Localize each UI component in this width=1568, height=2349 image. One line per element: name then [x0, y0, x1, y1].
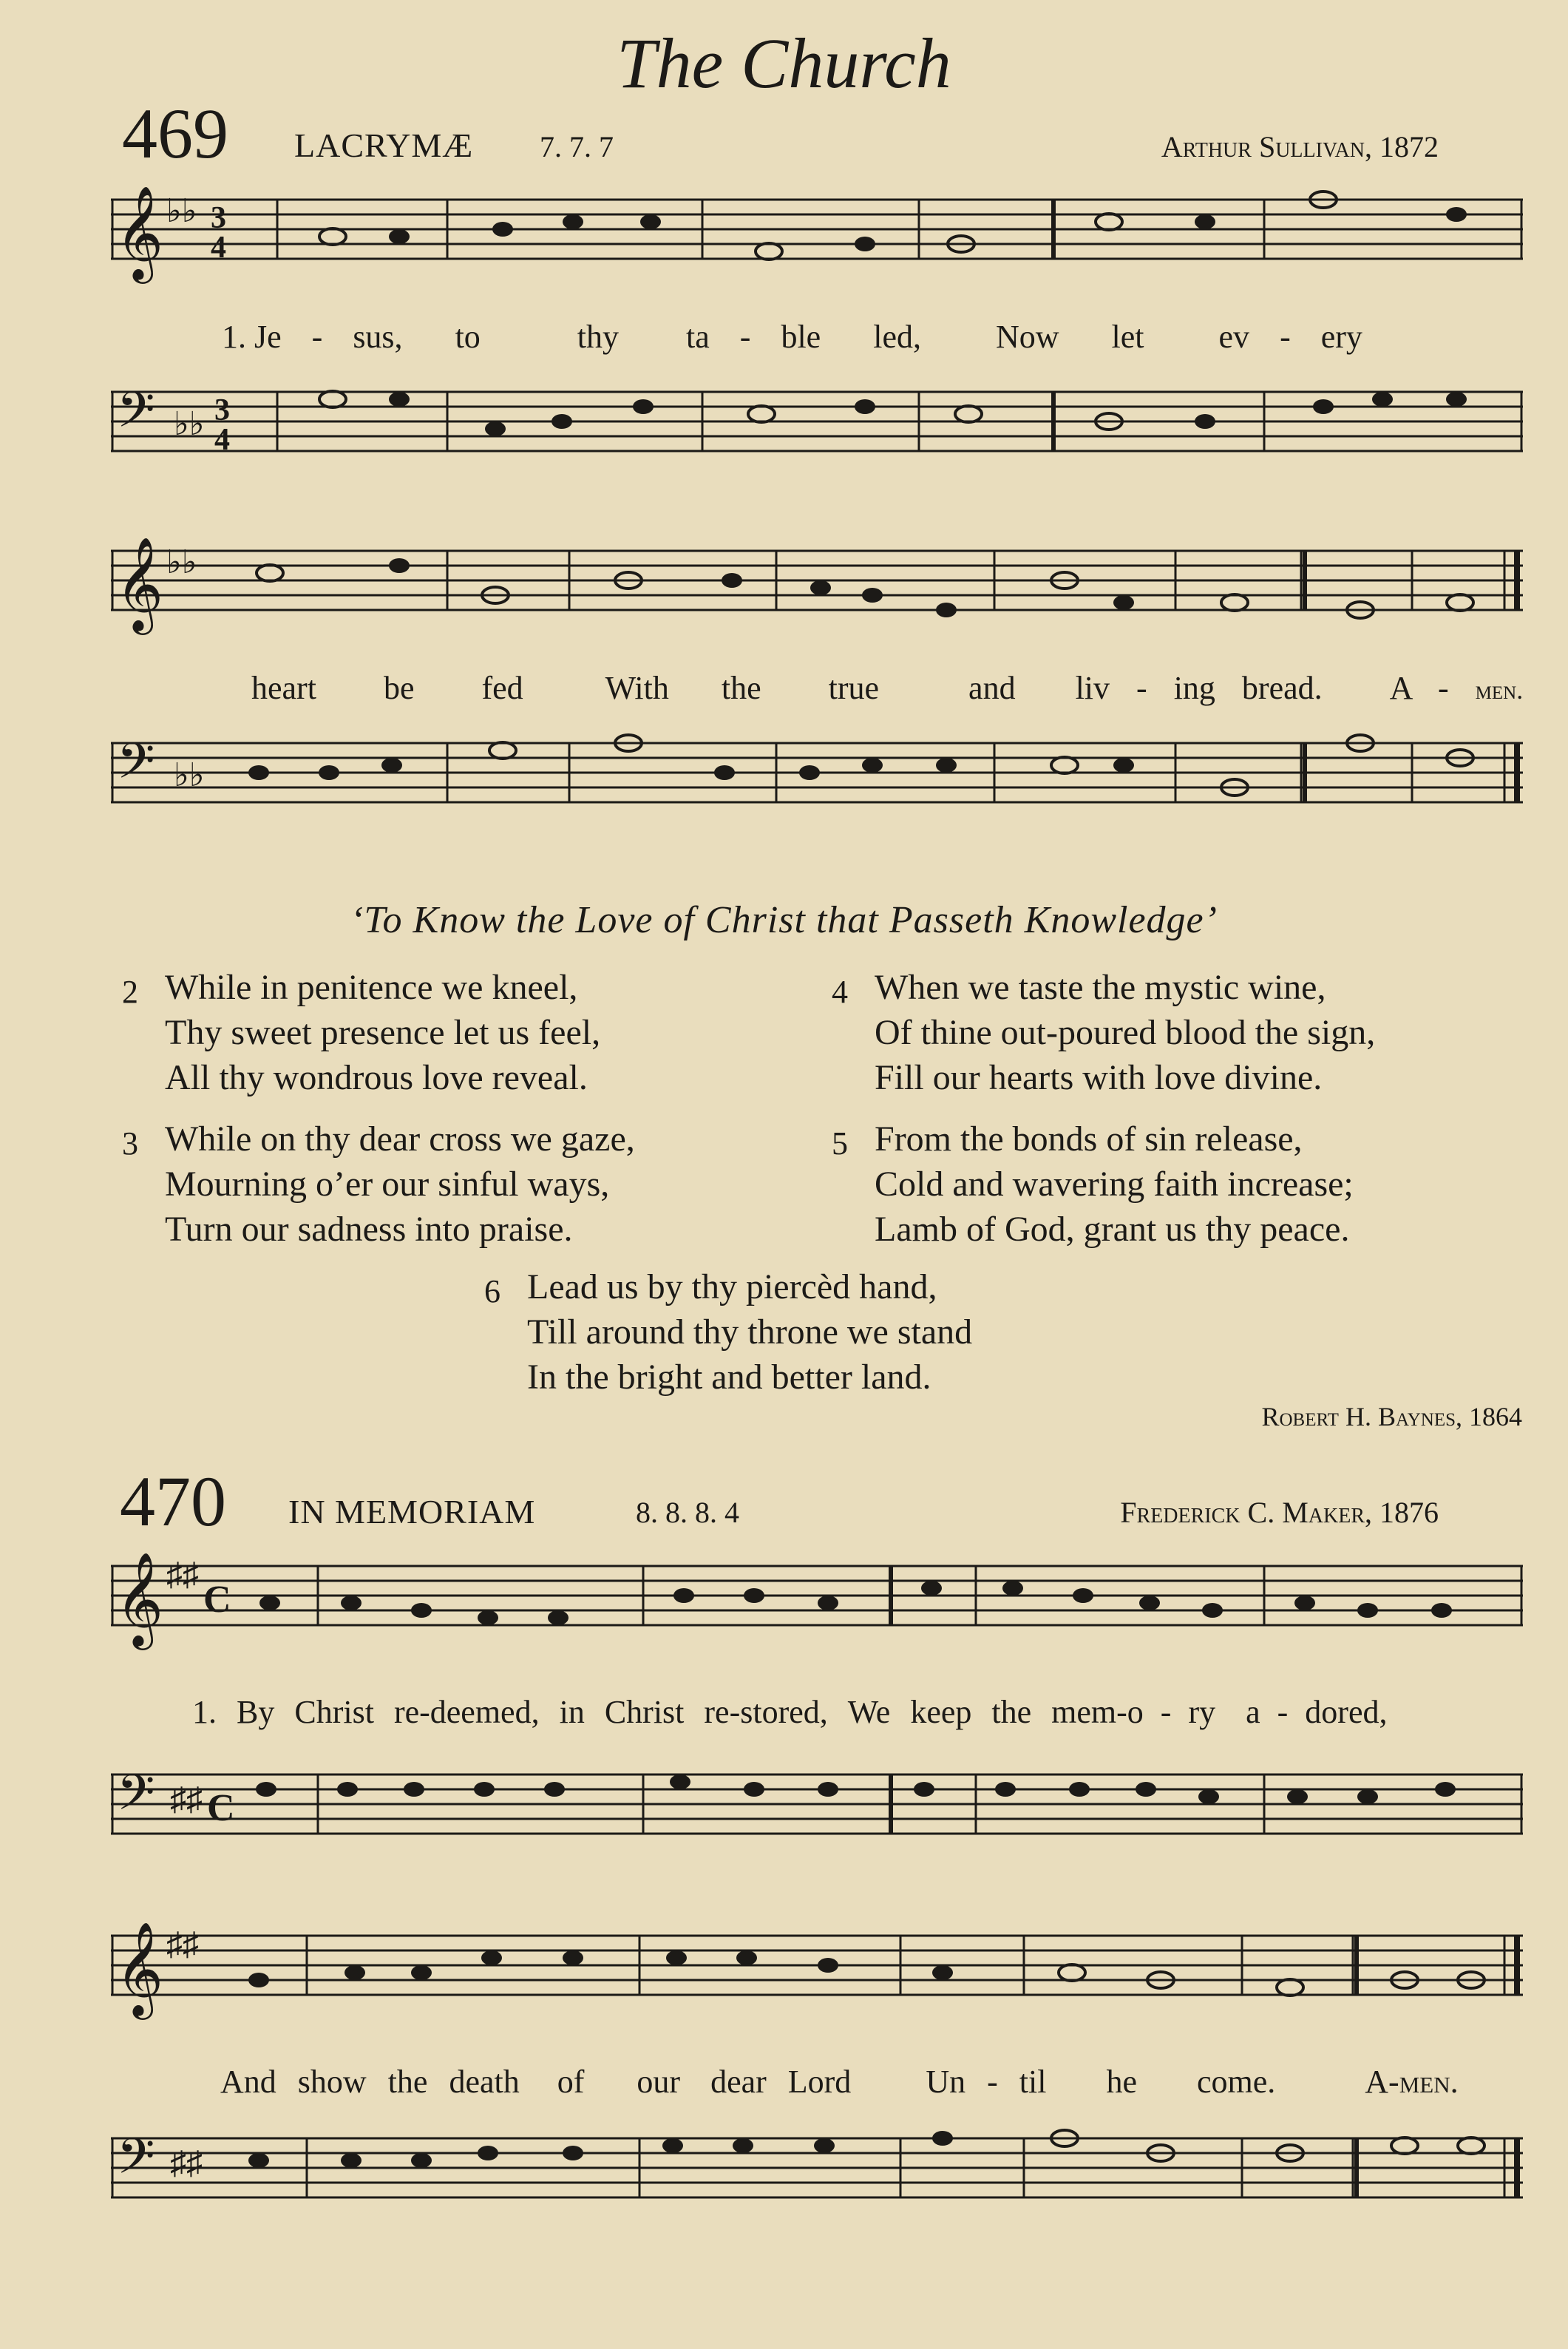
verse-line: While in penitence we kneel, — [165, 968, 578, 1007]
music-470-s2-bass — [111, 2116, 1523, 2249]
syllable: re-stored, — [704, 1694, 828, 1730]
staff-svg — [111, 370, 1523, 503]
svg-text:♯♯: ♯♯ — [166, 1926, 199, 1962]
verse-number: 6 — [484, 1273, 500, 1309]
syllable: 1. Je — [222, 319, 282, 355]
svg-text:♭♭: ♭♭ — [174, 757, 205, 793]
syllable: - — [1438, 670, 1449, 706]
verse-line: In the bright and better land. — [527, 1357, 931, 1397]
syllable: and — [968, 670, 1016, 706]
syllable: ta — [686, 319, 710, 355]
staff-svg — [111, 2116, 1523, 2249]
svg-text:𝄞: 𝄞 — [115, 1921, 164, 2016]
syllable: men. — [1475, 675, 1524, 705]
syllable: in — [559, 1694, 585, 1730]
svg-text:𝄞: 𝄞 — [115, 1551, 164, 1646]
syllable: ev — [1218, 319, 1250, 355]
syllable: ery — [1320, 319, 1362, 355]
syllable: a — [1246, 1694, 1260, 1730]
svg-text:𝄞: 𝄞 — [115, 185, 164, 279]
verse-6 — [484, 1264, 1150, 1400]
verse-number: 4 — [832, 974, 848, 1010]
svg-text:𝄞: 𝄞 — [115, 536, 164, 631]
svg-text:♭♭: ♭♭ — [166, 544, 197, 580]
hymn-number-470: 470 — [120, 1462, 226, 1541]
hymn-subtitle: ‘To Know the Love of Christ that Passeth Knowledge’ — [350, 899, 1218, 941]
lyrics-469-s1 — [222, 318, 1362, 356]
syllable: of — [557, 2064, 585, 2100]
music-469-s2-treble — [111, 529, 1523, 640]
verse-line: Of thine out-poured blood the sign, — [875, 1013, 1376, 1052]
syllable: til — [1019, 2064, 1047, 2100]
svg-text:♭♭: ♭♭ — [174, 406, 205, 442]
syllable: keep — [910, 1694, 972, 1730]
svg-text:4: 4 — [211, 231, 226, 265]
syllable: the — [387, 2064, 428, 2100]
music-469-s1-treble — [111, 177, 1523, 288]
verse-4 — [832, 965, 1541, 1100]
verse-line: Fill our hearts with love divine. — [875, 1058, 1323, 1097]
syllable: true — [828, 670, 880, 706]
syllable: - — [987, 2064, 998, 2100]
syllable: - — [1136, 670, 1147, 706]
verse-line: All thy wondrous love reveal. — [165, 1058, 588, 1097]
syllable: Un — [926, 2064, 966, 2100]
verse-line: From the bonds of sin release, — [875, 1119, 1303, 1159]
meter-469: 7. 7. 7 — [540, 130, 614, 163]
lyrics-469-s2 — [251, 669, 1523, 707]
verse-line: Turn our sadness into praise. — [165, 1210, 573, 1249]
staff-svg — [111, 529, 1523, 640]
syllable: the — [991, 1694, 1032, 1730]
verse-line: Lead us by thy piercèd hand, — [527, 1267, 937, 1306]
syllable: ble — [781, 319, 821, 355]
syllable: ing — [1173, 670, 1215, 706]
syllable: - — [739, 319, 751, 355]
author-credit: Robert H. Baynes, 1864 — [1261, 1402, 1522, 1431]
syllable: dored, — [1305, 1694, 1388, 1730]
music-470-s2-treble — [111, 1914, 1523, 2024]
meter-470: 8. 8. 8. 4 — [636, 1496, 739, 1529]
verse-line: While on thy dear cross we gaze, — [165, 1119, 635, 1159]
syllable: - — [1160, 1694, 1172, 1730]
syllable: led, — [873, 319, 921, 355]
svg-text:♯♯: ♯♯ — [166, 1556, 199, 1593]
syllable: ry — [1188, 1694, 1216, 1730]
staff-svg — [111, 1544, 1523, 1655]
svg-text:3: 3 — [211, 201, 226, 235]
syllable: Now — [995, 319, 1059, 355]
staff-svg — [111, 1914, 1523, 2024]
syllable: Christ — [294, 1694, 374, 1730]
syllable: heart — [251, 670, 316, 706]
syllable: 1. — [192, 1694, 217, 1730]
syllable: to — [455, 319, 481, 355]
svg-text:𝄢: 𝄢 — [117, 2128, 155, 2197]
syllable: thy — [577, 319, 620, 355]
composer-469: Arthur Sullivan, 1872 — [1161, 130, 1439, 163]
music-470-s1-bass — [111, 1752, 1523, 1885]
verse-2 — [122, 965, 787, 1100]
verse-line: Till around thy throne we stand — [527, 1312, 973, 1352]
composer-470: Frederick C. Maker, 1876 — [1120, 1496, 1439, 1529]
verse-number: 2 — [122, 974, 138, 1010]
syllable: bread. — [1241, 670, 1323, 706]
staff-svg — [111, 721, 1523, 854]
syllable: And — [220, 2064, 276, 2100]
syllable: fed — [481, 670, 523, 706]
music-469-s2-bass — [111, 721, 1523, 854]
svg-text:♯♯: ♯♯ — [170, 1781, 203, 1817]
syllable: the — [721, 670, 761, 706]
syllable: be — [383, 670, 415, 706]
svg-text:C: C — [203, 1579, 231, 1621]
staff-svg — [111, 177, 1523, 288]
syllable: show — [297, 2064, 367, 2100]
syllable: come. — [1196, 2064, 1276, 2100]
syllable: A-men. — [1365, 2064, 1459, 2100]
verse-line: Cold and wavering faith increase; — [875, 1165, 1354, 1204]
verse-line: When we taste the mystic wine, — [875, 968, 1326, 1007]
syllable: mem-o — [1051, 1694, 1144, 1730]
syllable: - — [1280, 319, 1291, 355]
syllable: death — [449, 2064, 520, 2100]
syllable: Christ — [604, 1694, 685, 1730]
tune-name-469: LACRYMÆ — [294, 126, 474, 164]
syllable: liv — [1075, 670, 1110, 706]
syllable: Lord — [787, 2064, 852, 2100]
syllable: sus, — [353, 319, 403, 355]
music-470-s1-treble — [111, 1544, 1523, 1655]
verse-line: Thy sweet presence let us feel, — [165, 1013, 601, 1052]
syllable: re-deemed, — [393, 1694, 540, 1730]
lyrics-470-s1 — [192, 1693, 1387, 1731]
syllable: We — [847, 1694, 891, 1730]
music-469-s1-bass — [111, 370, 1523, 503]
syllable: - — [311, 319, 323, 355]
tune-name-470: IN MEMORIAM — [288, 1493, 536, 1531]
svg-text:3: 3 — [214, 393, 230, 427]
verse-line: Mourning o’er our sinful ways, — [165, 1165, 610, 1204]
verse-3 — [122, 1116, 787, 1252]
verse-5 — [832, 1116, 1541, 1252]
lyrics-470-s2 — [220, 2063, 1459, 2101]
staff-svg — [111, 1752, 1523, 1885]
svg-text:4: 4 — [214, 423, 230, 457]
syllable: By — [237, 1694, 275, 1730]
syllable: With — [605, 670, 669, 706]
verse-number: 5 — [832, 1125, 848, 1162]
verse-number: 3 — [122, 1125, 138, 1162]
verse-line: Lamb of God, grant us thy peace. — [875, 1210, 1350, 1249]
svg-text:𝄢: 𝄢 — [117, 382, 155, 450]
svg-text:C: C — [207, 1787, 235, 1829]
syllable: dear — [710, 2064, 767, 2100]
hymn-number-469: 469 — [122, 94, 228, 173]
svg-text:♯♯: ♯♯ — [170, 2145, 203, 2181]
syllable: A — [1389, 670, 1411, 706]
syllable: he — [1106, 2064, 1137, 2100]
running-head: The Church — [617, 24, 951, 103]
syllable: let — [1111, 319, 1144, 355]
svg-text:♭♭: ♭♭ — [166, 193, 197, 229]
syllable: - — [1277, 1694, 1289, 1730]
svg-text:𝄢: 𝄢 — [117, 733, 155, 801]
syllable: our — [637, 2064, 681, 2100]
svg-text:𝄢: 𝄢 — [117, 1764, 155, 1833]
